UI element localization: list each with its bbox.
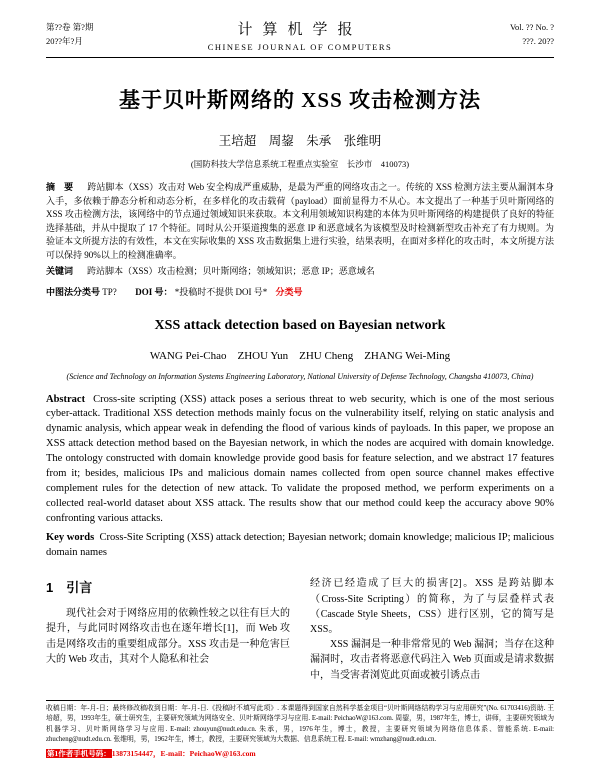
column-left xyxy=(46,576,290,682)
abstract-en xyxy=(46,393,554,527)
doi-red-note: 分类号 xyxy=(275,286,303,297)
intro-paragraph-right-1: 经济已经造成了巨大的损害[2]。XSS 是跨站脚本（Cross-Site Scripting）的简称，为了与层叠样式表（Cascade Style Sheets，CSS）进行区别，它的简写是 XSS。 xyxy=(310,578,554,636)
keywords-en-text: Cross-Site Scripting (XSS) attack detection; Bayesian network; domain knowledge; malicious IP; malicious domain names xyxy=(46,531,555,558)
abstract-en-label: Abstract xyxy=(46,393,86,405)
intro-paragraph-right-2: XSS 漏洞是一种非常常见的 Web 漏洞；当存在这种漏洞时，攻击者将恶意代码注入 Web 页面或是请求数据中，当受害者浏览此页面或被引诱点击 xyxy=(310,639,554,681)
contact-value: 13873154447，E-mail：PeichaoW@163.com xyxy=(111,749,256,758)
footnote-text: 收稿日期：年-月-日；最终修改稿收到日期：年-月-日.《投稿时不填写此项》. 本课题得到国家自然科学基金项目“贝叶斯网络结构学习与应用研究”(No. 61703416)资助. 王培超，男，1993年生，硕士研究生，主要研究领域为网络安全、贝叶斯网络学习与应用. E-mail: PeichaoW@163.com. 周鋆，男，1987年生，博士，讲师，主要研究领域为机器学习、贝叶斯网络学习与应用. E-mail: zhouyun@nudt.edu.cn. 朱承，男，1976年生，博士，教授，主要研究领域为网络信息体系、智能系统. E-mail: zhucheng@nudt.edu.cn. 张维明，男，1962年生，博士，教授，主要研究领域为大数据、信息系统工程. E-mail: wmzhang@nudt.edu.cn. xyxy=(46,704,554,744)
clc-label: 中图法分类号 xyxy=(46,286,101,297)
volume-issue-cn: 第??卷 第?期 xyxy=(46,22,94,33)
doi-value: *投稿时不提供 DOI 号* xyxy=(174,286,268,297)
publish-date-cn: 20??年?月 xyxy=(46,36,83,46)
affiliation-en: (Science and Technology on Information Systems Engineering Laboratory, National University of Defense Technology, Changsha 410073, China) xyxy=(66,371,534,381)
paper-title-en: XSS attack detection based on Bayesian network xyxy=(154,317,446,333)
abstract-cn-text: 跨站脚本（XSS）攻击对 Web 安全构成严重威胁，是最为严重的网络攻击之一。传统的 XSS 检测方法主要从漏洞本身入手，多依赖于静态分析和动态分析，在多样化的攻击载荷（payload）面前显得力不从心。本文提出了一种基于贝叶斯网络的 XSS 攻击检测方法，该网络中的节点通过领域知识来获取。本文利用领域知识构建的本体为贝叶斯网络的构建提供了良好的特征选择基础，并从中提取了 17 个特征。同时从公开渠道搜集的恶意 IP 和恶意域名为该模型及时检测新型攻击补充了有力规则。为验证本文所提方法的有效性，本文在实际收集的 XSS 攻击数据集上进行实验，结果表明，在面对多样化的攻击时，本文所提方法可以保持 90%以上的检测准确率。 xyxy=(46,182,554,260)
issue-info-cn xyxy=(46,21,138,48)
publish-date-en: ???. 20?? xyxy=(522,36,554,46)
volume-issue-en: Vol. ?? No. ? xyxy=(510,22,554,33)
keywords-cn xyxy=(46,265,554,279)
clc-value: TP? xyxy=(102,286,117,297)
issue-info-en xyxy=(462,21,554,48)
journal-header xyxy=(46,18,554,52)
doi-label: DOI 号： xyxy=(135,286,173,297)
journal-name-en: CHINESE JOURNAL OF COMPUTERS xyxy=(207,42,393,52)
header-divider xyxy=(46,57,554,58)
keywords-en xyxy=(46,531,554,561)
intro-paragraph-left: 现代社会对于网络应用的依赖性较之以往有巨大的提升，与此同时网络攻击也在逐年增长[1]，而 Web 攻击是网络攻击的重要组成部分。XSS 攻击是一种危害巨大的 Web 攻击，其对个人隐私和社会 xyxy=(46,608,290,665)
affiliation-cn: (国防科技大学信息系统工程重点实验室 长沙市 410073) xyxy=(190,159,410,169)
clc-doi-line xyxy=(46,285,554,298)
footnote-block xyxy=(46,700,554,759)
footnote-contact-red xyxy=(46,748,554,759)
keywords-en-label: Key words xyxy=(46,531,95,543)
abstract-cn xyxy=(46,181,554,262)
contact-label-highlight: 第1作者手机号码： xyxy=(47,749,111,758)
intro-columns xyxy=(46,576,554,682)
journal-name-cn: 计算机学报 xyxy=(237,22,363,38)
authors-en: WANG Pei-Chao ZHOU Yun ZHU Cheng ZHANG Wei-Ming xyxy=(149,349,451,362)
column-right xyxy=(310,576,554,682)
section-1-heading: 1 引言 xyxy=(46,580,93,596)
paper-title-cn: 基于贝叶斯网络的 XSS 攻击检测方法 xyxy=(118,88,482,112)
keywords-cn-text: 跨站脚本（XSS）攻击检测；贝叶斯网络；领域知识；恶意 IP；恶意域名 xyxy=(87,266,375,276)
keywords-cn-label: 关键词 xyxy=(46,266,74,276)
authors-cn: 王培超 周鋆 朱承 张维明 xyxy=(218,134,382,148)
footnote-divider xyxy=(46,700,554,701)
abstract-cn-label: 摘 要 xyxy=(46,182,74,192)
abstract-en-text: Cross-site scripting (XSS) attack poses a serious threat to web security, which is one of the most serious cyber-attack. Traditional XSS detection methods mainly focus on the vulnerability itself, relying on static analysis and dynamic analysis, which appear weak in defending the flood of various kinds of payloads. In this paper, we propose an XSS attack detection method based on the Bayesian network, in which the nodes are acquired with domain knowledge. The ontology constructed with domain knowledge provide good basis for feature selection, and we abstract 17 features from it; besides, malicious IPs and malicious domain names collected from open source channel makes effective complement rules for the detection of new attack. To validate the proposed method, we perform experiments on a collected real-world dataset about XSS attack. The results show that our method could keep the accuracy above 90% confronting various attacks. xyxy=(46,393,554,524)
journal-name-block xyxy=(138,18,462,52)
